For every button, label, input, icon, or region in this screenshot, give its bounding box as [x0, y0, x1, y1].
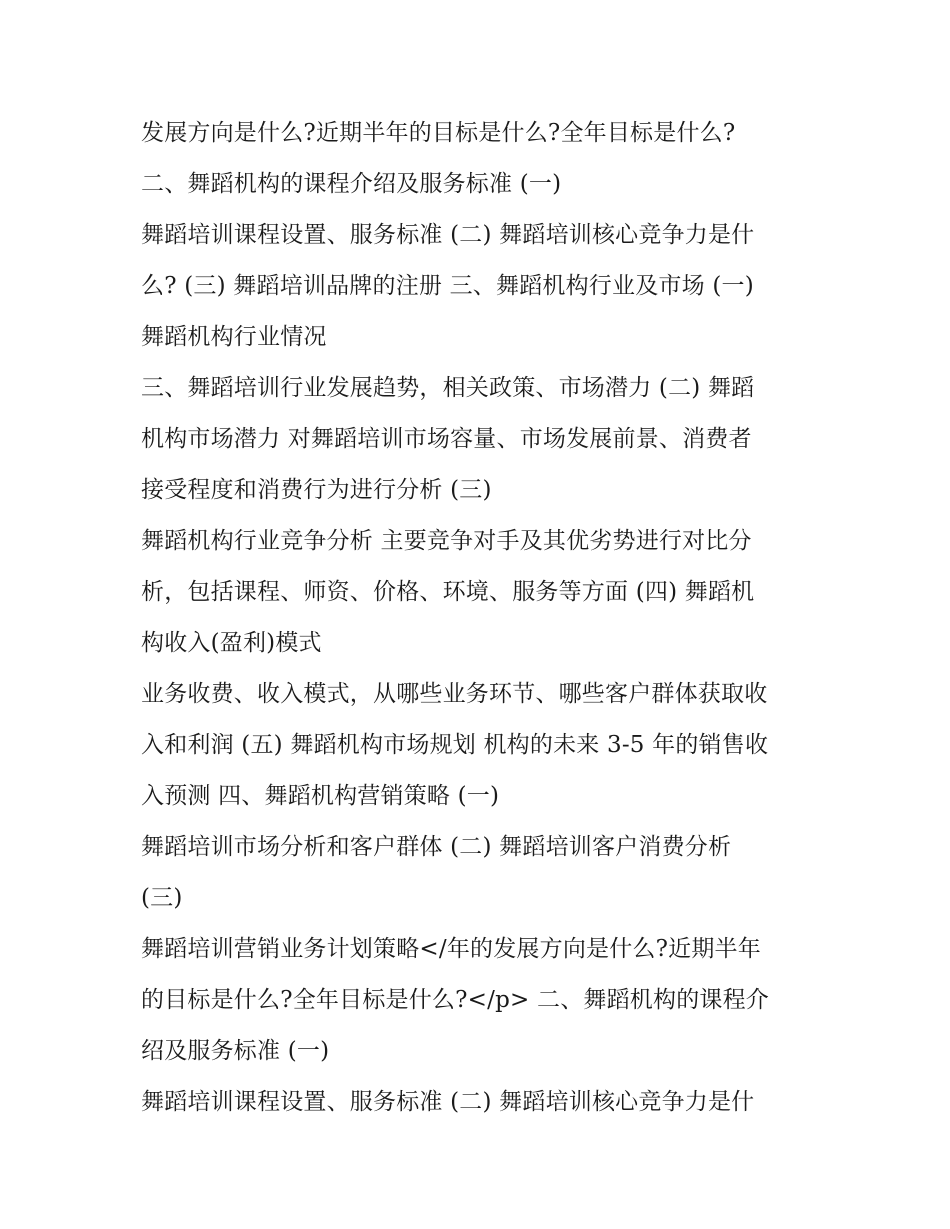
text-line: 舞蹈培训课程设置、服务标准 (二) 舞蹈培训核心竞争力是什 [141, 222, 755, 248]
text-line: 业务收费、收入模式，从哪些业务环节、哪些客户群体获取收 [141, 681, 768, 707]
text-line: 机构市场潜力 对舞蹈培训市场容量、市场发展前景、消费者 [141, 426, 752, 452]
text-line: 入预测 四、舞蹈机构营销策略 (一) [141, 783, 500, 809]
text-line: 接受程度和消费行为进行分析 (三) [141, 477, 492, 503]
text-line: 入和利润 (五) 舞蹈机构市场规划 机构的未来 3-5 年的销售收 [141, 732, 769, 758]
text-line: 发展方向是什么?近期半年的目标是什么?全年目标是什么? [141, 120, 736, 146]
text-line: 舞蹈机构行业情况 [141, 324, 327, 350]
text-line: 三、舞蹈培训行业发展趋势，相关政策、市场潜力 (二) 舞蹈 [141, 375, 755, 401]
text-line: 舞蹈机构行业竞争分析 主要竞争对手及其优劣势进行对比分 [141, 528, 752, 554]
text-line: 绍及服务标准 (一) [141, 1038, 330, 1064]
text-line: 构收入(盈利)模式 [141, 630, 322, 656]
text-line: 析，包括课程、师资、价格、环境、服务等方面 (四) 舞蹈机 [141, 579, 755, 605]
text-line: (三) [141, 885, 183, 911]
text-line: 舞蹈培训市场分析和客户群体 (二) 舞蹈培训客户消费分析 [141, 834, 732, 860]
text-line: 的目标是什么?全年目标是什么?</p> 二、舞蹈机构的课程介 [141, 987, 769, 1013]
body-text [141, 108, 841, 1128]
text-line: 二、舞蹈机构的课程介绍及服务标准 (一) [141, 171, 562, 197]
text-line: 么? (三) 舞蹈培训品牌的注册 三、舞蹈机构行业及市场 (一) [141, 273, 754, 299]
text-line: 舞蹈培训课程设置、服务标准 (二) 舞蹈培训核心竞争力是什 [141, 1089, 755, 1115]
text-line: 舞蹈培训营销业务计划策略</年的发展方向是什么?近期半年 [141, 936, 761, 962]
